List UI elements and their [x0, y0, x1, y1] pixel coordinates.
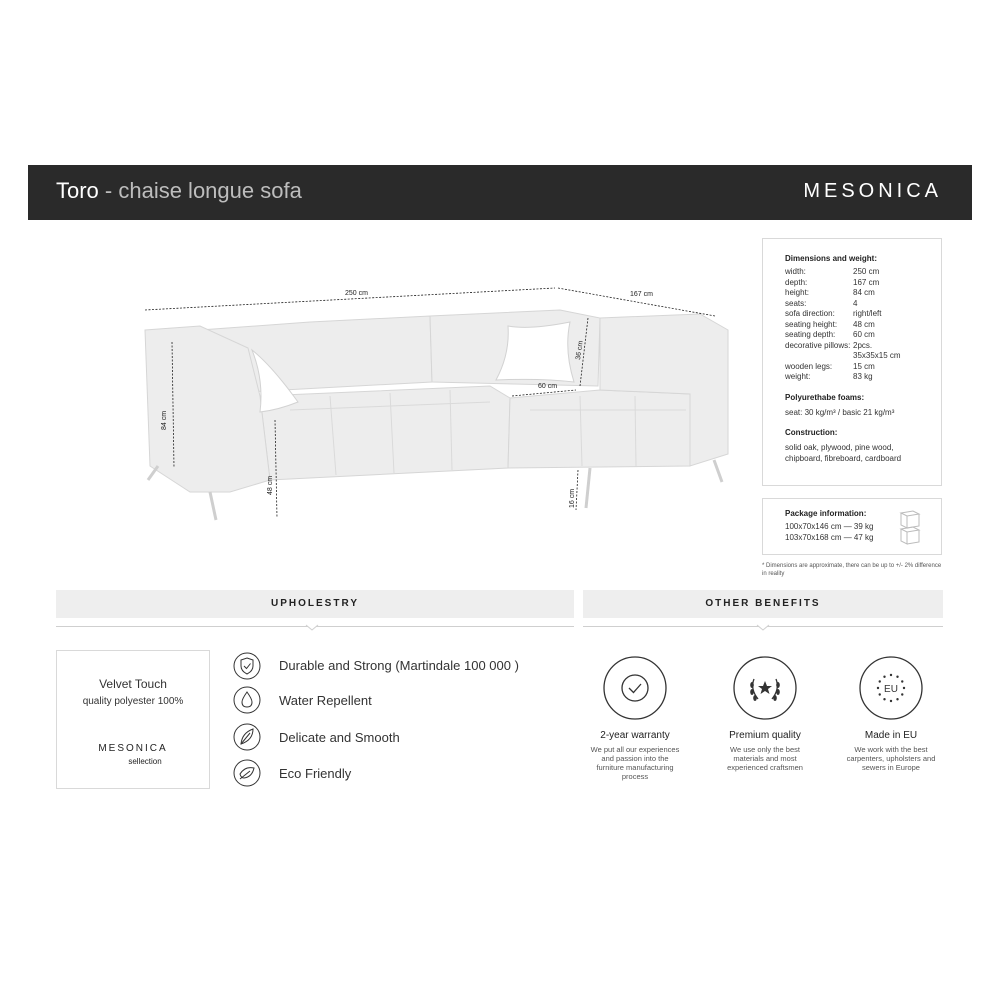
spec-row — [785, 341, 935, 352]
feature-item — [233, 652, 261, 685]
package-box-icon — [899, 509, 921, 545]
spec-key — [785, 351, 853, 362]
eu-star — [903, 687, 905, 689]
spec-row — [785, 299, 935, 310]
spec-value: 60 cm — [853, 330, 875, 339]
eu-star — [883, 676, 885, 678]
foams-text: seat: 30 kg/m³ / basic 21 kg/m³ — [785, 407, 895, 417]
collection-label: sellection — [128, 757, 162, 766]
spec-row — [785, 309, 935, 320]
upholstery-band — [56, 590, 574, 618]
spec-value: 2pcs. — [853, 340, 873, 350]
water-drop-icon — [233, 686, 261, 714]
feature-label: Eco Friendly — [279, 766, 352, 781]
chevron-down-icon — [756, 624, 770, 632]
laurel-star-icon — [732, 655, 798, 721]
dim-seat-height-label: 48 cm — [267, 475, 274, 495]
spec-value: 250 cm — [853, 267, 880, 276]
eu-star — [896, 676, 898, 678]
spec-key: sofa direction: — [785, 309, 835, 318]
feature-item — [233, 759, 261, 792]
construction-heading: Construction: — [785, 428, 838, 437]
eu-star — [879, 693, 881, 695]
foams-heading: Polyurethabe foams: — [785, 392, 865, 402]
dimensions-panel — [762, 238, 942, 486]
brand-logo: MESONICA — [803, 180, 942, 202]
benefits-heading: OTHER BENEFITS — [705, 598, 821, 609]
feature-item — [233, 686, 261, 719]
dim-back-label: 36 cm — [575, 340, 585, 361]
spec-value: 15 cm — [853, 361, 875, 371]
collection-brand: MESONICA — [98, 743, 168, 754]
benefit-description: We use only the best materials and most experienced craftsmen — [727, 745, 803, 772]
eu-stars-icon — [858, 655, 924, 721]
construction-line: chipboard, fibreboard, cardboard — [785, 453, 902, 463]
eu-star — [883, 698, 885, 700]
spec-key: seating depth: — [785, 330, 836, 339]
dimensions-heading: Dimensions and weight: — [785, 254, 878, 263]
product-name: Toro — [56, 178, 99, 203]
eu-star — [877, 687, 879, 689]
benefit-description: We put all our experiences and passion into the furniture manufacturing process — [590, 745, 680, 781]
benefit-title: Made in EU — [864, 730, 918, 741]
fabric-name: Velvet Touch — [99, 677, 167, 691]
benefit-title: Premium quality — [729, 730, 801, 741]
dim-width-label: 250 cm — [345, 290, 368, 297]
spec-key: weight: — [785, 372, 811, 381]
package-line: 100x70x146 cm — 39 kg — [785, 522, 874, 531]
leaf-icon — [233, 759, 261, 787]
spec-value: 84 cm — [853, 288, 875, 297]
feature-label: Durable and Strong (Martindale 100 000 ) — [279, 658, 519, 673]
dim-legs-label: 16 cm — [569, 488, 576, 508]
eu-star — [890, 700, 892, 702]
feature-label: Delicate and Smooth — [279, 730, 400, 745]
dimensions-list — [785, 267, 935, 383]
chevron-down-icon — [305, 624, 319, 632]
spec-value: right/left — [853, 309, 882, 318]
package-line: 103x70x168 cm — 47 kg — [785, 532, 874, 542]
spec-value: 4 — [853, 298, 858, 308]
package-heading: Package information: — [785, 509, 867, 518]
dim-height-label: 84 cm — [161, 410, 168, 430]
sofa-dimension-drawing — [130, 270, 740, 530]
checkmark-circle-icon — [602, 655, 668, 721]
spec-row — [785, 288, 935, 299]
spec-row — [785, 267, 935, 278]
benefit-title: 2-year warranty — [600, 730, 670, 741]
feather-icon — [233, 723, 261, 751]
dim-seat-depth-label: 60 cm — [538, 383, 558, 390]
eu-star — [901, 693, 903, 695]
fabric-card — [56, 650, 210, 789]
feature-label: Water Repellent — [279, 693, 372, 708]
product-title — [56, 178, 302, 204]
product-subtitle: - chaise longue sofa — [98, 178, 302, 203]
eu-star — [879, 680, 881, 682]
benefit-description: We work with the best carpenters, upholsters and sewers in Europe — [846, 745, 936, 772]
spec-row — [785, 362, 935, 373]
fabric-composition: quality polyester 100% — [82, 696, 184, 707]
spec-value: 48 cm — [853, 319, 875, 329]
dimensions-note: * Dimensions are approximate, there can be up to +/- 2% difference in reality — [762, 563, 942, 577]
spec-value: 83 kg — [853, 372, 873, 381]
spec-row — [785, 330, 935, 341]
spec-key: width: — [785, 267, 806, 276]
svg-text:EU: EU — [884, 684, 898, 695]
shield-check-icon — [233, 652, 261, 680]
spec-key: height: — [785, 288, 810, 297]
feature-item — [233, 723, 261, 756]
spec-key: wooden legs: — [785, 361, 833, 371]
spec-value: 35x35x15 cm — [853, 351, 901, 360]
eu-star — [896, 698, 898, 700]
eu-star — [901, 680, 903, 682]
package-panel — [762, 498, 942, 555]
spec-value: 167 cm — [853, 277, 880, 287]
spec-row — [785, 372, 935, 383]
construction-line: solid oak, plywood, pine wood, — [785, 443, 894, 452]
spec-key: decorative pillows: — [785, 340, 851, 350]
spec-row — [785, 278, 935, 289]
eu-star — [890, 674, 892, 676]
spec-key: depth: — [785, 277, 808, 287]
dim-depth-label: 167 cm — [630, 291, 653, 298]
upholstery-heading: UPHOLESTRY — [271, 598, 359, 609]
spec-key: seating height: — [785, 319, 838, 329]
spec-key: seats: — [785, 298, 807, 308]
spec-row — [785, 351, 935, 362]
spec-row — [785, 320, 935, 331]
benefits-band — [583, 590, 943, 618]
